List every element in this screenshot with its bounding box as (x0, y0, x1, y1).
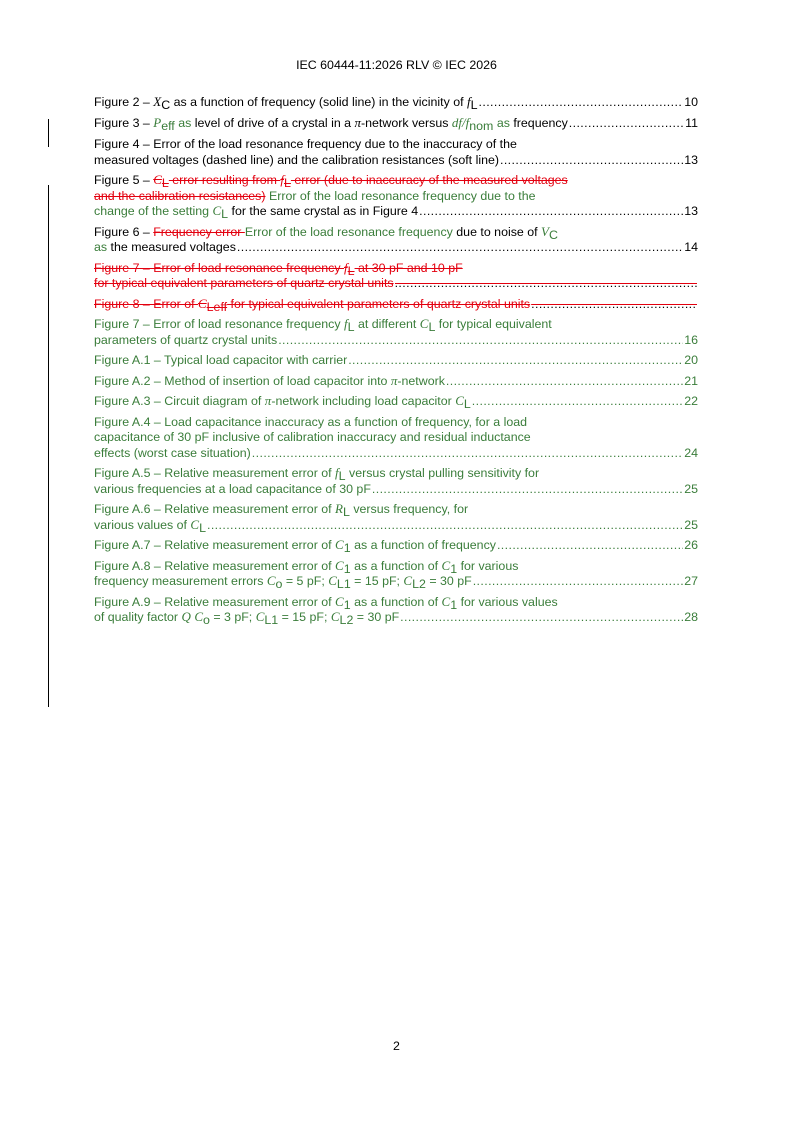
dot-leader (237, 240, 683, 256)
toc-entry-line (94, 225, 698, 241)
toc-entry-text (94, 260, 463, 277)
text-run: various values of (94, 517, 191, 532)
subscript: L2 (412, 577, 426, 591)
text-run: -network including load capacitor (271, 394, 456, 408)
text-run: -network versus (361, 115, 452, 130)
text-run: Figure A.9 – Relative measurement error of (94, 594, 336, 609)
toc-entry-text (94, 430, 531, 446)
math-symbol: C (197, 295, 207, 311)
subscript: L (428, 320, 436, 334)
toc-entry-figA7[interactable] (94, 538, 698, 554)
math-symbol: Q (181, 609, 191, 624)
text-run: = 3 pF; (209, 610, 256, 624)
math-symbol: π (264, 393, 272, 408)
toc-entry-text (94, 353, 347, 369)
toc-entry-fig5[interactable] (94, 173, 698, 220)
toc-entry-line (94, 559, 698, 575)
text-run: Figure A.7 – Relative measurement error of (94, 538, 336, 552)
toc-entry-text (94, 609, 399, 626)
math-symbol: C (403, 573, 413, 588)
text-run: = 5 pF; (282, 574, 329, 588)
toc-entry-text (94, 594, 558, 611)
subscript: 1 (450, 561, 458, 576)
text-run: Figure A.4 – Load capacitance inaccuracy as a function of frequency, for a load (94, 414, 528, 429)
subscript: L (338, 469, 346, 483)
text-run: = 30 pF (353, 610, 400, 624)
dot-leader (472, 394, 683, 410)
dot-leader (395, 276, 697, 292)
page-ref: 11 (685, 115, 698, 130)
text-run: Figure A.8 – Relative measurement error of (94, 558, 336, 573)
subscript: L (221, 207, 229, 221)
page-ref: 28 (684, 610, 698, 624)
math-symbol: C (328, 573, 337, 588)
subscript: L (470, 98, 478, 112)
toc-entry-text (94, 115, 568, 132)
page-ref: 25 (684, 481, 698, 496)
subscript: 1 (343, 541, 351, 555)
math-symbol: C (335, 537, 344, 552)
toc-entry-line (94, 204, 698, 220)
dot-leader (446, 374, 683, 390)
subscript: o (275, 577, 283, 591)
text-run: = 30 pF (425, 574, 472, 588)
text-run: as a function of frequency (350, 538, 496, 552)
toc-entry-text (94, 558, 518, 575)
page-ref: 13 (684, 204, 698, 218)
text-run: Error of the load resonance frequency due to the (265, 188, 536, 203)
subscript: C (548, 227, 558, 242)
subscript: L (343, 505, 350, 519)
page-ref: 10 (684, 95, 698, 109)
dot-leader (473, 574, 684, 590)
page-ref: 24 (684, 445, 698, 460)
toc-entry-figA1[interactable] (94, 353, 698, 369)
text-run: Figure A.3 – Circuit diagram of (94, 394, 265, 408)
toc-entry-fig3[interactable] (94, 116, 698, 132)
text-run: for typical equivalent parameters of quartz crystal units (94, 276, 394, 290)
toc-entry-text (94, 537, 496, 554)
math-symbol: C (419, 316, 429, 331)
text-run: for typical equivalent (435, 317, 552, 331)
text-run: of quality factor (94, 610, 182, 624)
subscript: o (202, 613, 210, 627)
text-run: as (94, 240, 108, 254)
change-bar-main (48, 185, 49, 707)
page-header: IEC 60444-11:2026 RLV © IEC 2026 (296, 58, 497, 72)
toc-entry-text (94, 189, 536, 205)
math-symbol: C (335, 557, 344, 573)
text-run: Figure A.6 – Relative measurement error of (94, 502, 336, 516)
math-symbol: f (335, 465, 339, 480)
toc-entry-line (94, 240, 698, 256)
subscript: L1 (336, 577, 351, 591)
toc-entry-line (94, 353, 698, 369)
page-ref: 27 (684, 574, 698, 588)
page-ref: 20 (684, 353, 698, 367)
figure-list (94, 95, 698, 631)
page-ref: 21 (684, 373, 698, 388)
text-run: Error of the load resonance frequency (244, 224, 453, 239)
toc-entry-line (94, 446, 698, 462)
toc-entry-text (94, 333, 277, 349)
toc-entry-line (94, 297, 698, 313)
text-run: -network (397, 373, 445, 388)
toc-entry-text (94, 276, 394, 292)
dot-leader (400, 610, 683, 626)
subscript: eff (161, 118, 175, 133)
math-symbol: f (280, 172, 284, 187)
math-symbol: C (455, 393, 464, 408)
toc-entry-fig4[interactable] (94, 137, 698, 168)
toc-entry-fig6[interactable] (94, 225, 698, 256)
text-run: for various (457, 558, 519, 573)
toc-entry-line (94, 173, 698, 189)
toc-entry-line (94, 502, 698, 518)
dot-leader (207, 518, 683, 534)
toc-entry-line (94, 466, 698, 482)
toc-entry-line (94, 415, 698, 431)
toc-entry-text (94, 482, 371, 498)
text-run: for various values (457, 594, 558, 609)
math-symbol: C (190, 516, 200, 532)
dot-leader (348, 353, 683, 369)
dot-leader (569, 116, 684, 132)
math-symbol: C (330, 609, 340, 624)
text-run: various frequencies at a load capacitance of 30 pF (94, 481, 371, 496)
toc-entry-fig7new[interactable] (94, 317, 698, 348)
dot-leader (419, 204, 683, 220)
subscript: L (283, 176, 291, 190)
toc-entry-fig7old[interactable] (94, 261, 698, 292)
text-run: the measured voltages (107, 240, 236, 254)
text-run: Figure 8 – Error of (94, 296, 198, 311)
text-run: = 15 pF; (278, 610, 331, 624)
text-run: for typical equivalent parameters of quartz crystal units (227, 296, 531, 311)
toc-entry-line (94, 482, 698, 498)
subscript: 1 (343, 597, 351, 612)
toc-entry-text (94, 203, 418, 220)
toc-entry-figA5[interactable] (94, 466, 698, 497)
text-run: Figure 5 – (94, 173, 154, 187)
dot-leader (479, 95, 684, 111)
text-run: as (174, 115, 192, 130)
toc-entry-line (94, 610, 698, 626)
math-symbol: C (266, 573, 276, 588)
math-symbol: V (541, 223, 549, 239)
math-symbol: C (212, 203, 222, 218)
subscript: 1 (343, 561, 351, 576)
toc-entry-line (94, 276, 698, 292)
math-symbol: C (194, 609, 203, 624)
toc-entry-text (94, 446, 251, 462)
toc-entry-text (94, 501, 468, 518)
math-symbol: C (335, 593, 344, 609)
text-run: Figure A.1 – Typical load capacitor with carrier (94, 353, 348, 367)
text-run: versus frequency, for (349, 502, 469, 516)
text-run: for the same crystal as in Figure 4 (228, 204, 419, 218)
toc-entry-line (94, 261, 698, 277)
math-symbol: R (335, 501, 343, 516)
toc-entry-line (94, 317, 698, 333)
page-ref: 22 (684, 394, 698, 408)
toc-entry-line (94, 95, 698, 111)
subscript: Leff (206, 299, 228, 314)
text-run: Figure 4 – Error of the load resonance frequency due to the inaccuracy of the (94, 137, 517, 151)
toc-entry-text (94, 240, 236, 256)
toc-entry-line (94, 595, 698, 611)
dot-leader (531, 297, 697, 313)
text-run: Figure A.5 – Relative measurement error of (94, 466, 336, 480)
text-run: change of the setting (94, 204, 213, 218)
dot-leader (500, 153, 683, 169)
toc-entry-text (94, 373, 445, 390)
text-run: as a function of (350, 594, 442, 609)
toc-entry-text (94, 172, 568, 189)
page-ref: 26 (684, 538, 698, 552)
text-run: at different (354, 317, 420, 331)
toc-entry-text (94, 137, 517, 153)
dot-leader (372, 482, 683, 498)
toc-entry-line (94, 430, 698, 446)
toc-entry-line (94, 394, 698, 410)
toc-entry-fig2[interactable] (94, 95, 698, 111)
text-run: parameters of quartz crystal units (94, 332, 278, 347)
dot-leader (497, 538, 683, 554)
toc-entry-figA9[interactable] (94, 595, 698, 626)
math-symbol: C (441, 557, 451, 573)
toc-entry-text (94, 94, 478, 111)
toc-entry-text (94, 224, 558, 241)
math-symbol: C (441, 593, 451, 609)
toc-entry-fig8old[interactable] (94, 297, 698, 313)
change-bar-fig3 (48, 119, 49, 147)
subscript: L (347, 263, 355, 278)
dot-leader (278, 333, 683, 349)
text-run: and the calibration resistances) (94, 188, 266, 203)
text-run: error (due to inaccuracy of the measured voltages (290, 173, 568, 187)
toc-entry-line (94, 116, 698, 132)
math-symbol: f (344, 259, 348, 275)
subscript: L (347, 320, 355, 334)
text-run: Frequency error (153, 224, 245, 239)
toc-entry-text (94, 415, 527, 431)
text-run: = 15 pF; (350, 574, 404, 588)
text-run: Figure 6 – (94, 224, 154, 239)
toc-entry-text (94, 573, 472, 590)
text-run: as (493, 115, 510, 130)
text-run: Figure 3 – (94, 115, 154, 130)
text-run: Figure 2 – (94, 95, 154, 109)
toc-entry-text (94, 393, 471, 410)
math-symbol: df/f (451, 114, 470, 130)
toc-entry-figA4[interactable] (94, 415, 698, 462)
text-run: level of drive of a crystal in a (191, 115, 355, 130)
toc-entry-line (94, 374, 698, 390)
toc-entry-text (94, 153, 499, 169)
page-number: 2 (393, 1039, 400, 1053)
subscript: L (199, 520, 206, 535)
text-run: Figure 7 – Error of load resonance frequency (94, 260, 345, 275)
subscript: L (161, 176, 169, 190)
math-symbol: π (390, 372, 398, 388)
toc-entry-text (94, 296, 530, 313)
subscript: C (161, 98, 171, 112)
toc-entry-line (94, 137, 698, 153)
toc-entry-figA2[interactable] (94, 374, 698, 390)
text-run: as a function of (350, 558, 442, 573)
text-run: Figure 7 – Error of load resonance frequency (94, 317, 345, 331)
text-run: frequency (509, 115, 568, 130)
dot-leader (252, 446, 683, 462)
text-run: at 30 pF and 10 pF (354, 260, 463, 275)
text-run: measured voltages (dashed line) and the calibration resistances (soft line) (94, 152, 499, 167)
toc-entry-text (94, 517, 206, 534)
toc-entry-line (94, 518, 698, 534)
toc-entry-text (94, 465, 539, 482)
subscript: L1 (264, 613, 279, 627)
subscript: L (463, 397, 471, 411)
text-run: capacitance of 30 pF inclusive of calibration inaccuracy and residual inductance (94, 430, 531, 444)
text-run: due to noise of (452, 224, 542, 239)
page-ref: 14 (684, 240, 698, 254)
text-run: effects (worst case situation) (94, 445, 251, 460)
subscript: 1 (450, 597, 458, 612)
math-symbol: X (153, 94, 162, 109)
math-symbol: C (255, 609, 265, 624)
toc-entry-figA8[interactable] (94, 559, 698, 590)
toc-entry-line (94, 153, 698, 169)
math-symbol: C (153, 172, 162, 187)
toc-entry-figA6[interactable] (94, 502, 698, 533)
page-ref: 16 (684, 332, 698, 347)
text-run: versus crystal pulling sensitivity for (345, 466, 540, 480)
text-run: frequency measurement errors (94, 574, 267, 588)
math-symbol: P (153, 114, 162, 130)
page-ref: 13 (684, 152, 698, 167)
page-ref: 25 (684, 517, 698, 532)
toc-entry-figA3[interactable] (94, 394, 698, 410)
math-symbol: f (344, 316, 348, 331)
text-run: as a function of frequency (solid line) in the vicinity of (170, 95, 467, 109)
toc-entry-text (94, 316, 552, 333)
toc-entry-line (94, 333, 698, 349)
text-run: error resulting from (168, 173, 281, 187)
toc-entry-line (94, 538, 698, 554)
subscript: L2 (339, 613, 354, 627)
subscript: nom (469, 118, 494, 133)
math-symbol: π (354, 114, 362, 130)
text-run: Figure A.2 – Method of insertion of load capacitor into (94, 373, 391, 388)
toc-entry-line (94, 189, 698, 205)
math-symbol: f (466, 94, 471, 109)
toc-entry-line (94, 574, 698, 590)
